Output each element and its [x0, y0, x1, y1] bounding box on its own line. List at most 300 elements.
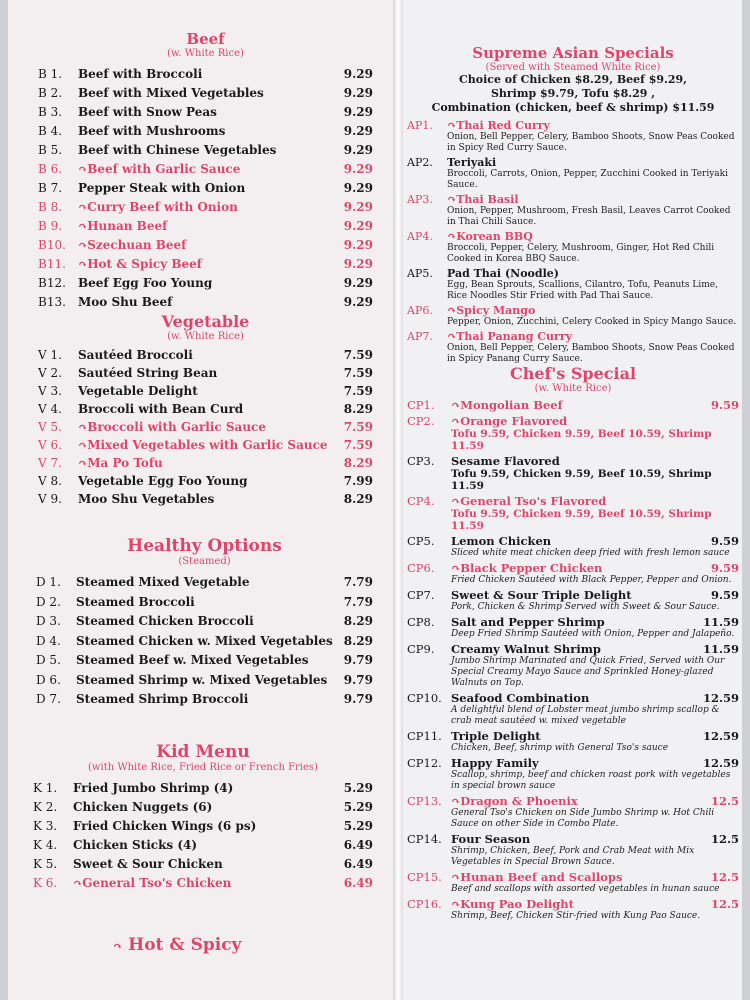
item-price: 8.29: [343, 456, 373, 470]
item-code: D 4.: [36, 633, 61, 648]
item-price: 7.59: [343, 420, 373, 434]
supreme-item-row: [407, 267, 739, 280]
item-code: CP7.: [407, 588, 435, 602]
healthy-list: [36, 575, 373, 712]
item-description: Onion, Bell Pepper, Celery, Bamboo Shoots, Snow Peas Cooked in Spicy Red Curry Sauce.: [447, 132, 735, 153]
supreme-subtitle: (Served with Steamed White Rice): [485, 62, 661, 73]
item-price: 12.59: [702, 756, 739, 770]
item-price: 11.59: [702, 642, 739, 656]
arrow-icon: ↷: [73, 877, 83, 890]
menu-page: [8, 0, 742, 1000]
item-name: Ma Po Tofu: [87, 456, 163, 470]
item-code: CP2.: [407, 414, 435, 428]
kid-section: [33, 742, 373, 895]
item-name: Chicken Sticks (4): [73, 838, 198, 852]
item-name: Chicken Nuggets (6): [73, 800, 213, 814]
item-code: B 7.: [38, 181, 63, 195]
arrow-icon: ↷: [78, 421, 88, 434]
item-code: CP13.: [407, 794, 442, 808]
item-name: Thai Red Curry: [456, 119, 550, 132]
item-name: Fried Chicken Wings (6 ps): [73, 819, 257, 833]
item-price: 7.59: [343, 366, 373, 380]
vegetable-subtitle: (w. White Rice): [167, 331, 244, 342]
item-name: Thai Basil: [456, 193, 519, 206]
chef-section: [407, 364, 739, 924]
item-price: 9.59: [710, 561, 739, 575]
menu-item: [38, 219, 373, 238]
item-description: Broccoli, Carrots, Onion, Pepper, Zucchini Cooked in Teriyaki Sauce.: [447, 169, 728, 190]
item-name: Hunan Beef and Scallops: [460, 870, 623, 884]
item-price: 12.59: [702, 729, 739, 743]
item-name: Spicy Mango: [456, 304, 536, 317]
item-price: 11.59: [702, 615, 739, 629]
menu-item: [38, 384, 373, 402]
item-code: D 3.: [36, 614, 61, 628]
item-name: Beef with Chinese Vegetables: [78, 143, 277, 157]
menu-item: [38, 200, 373, 219]
kid-title: Kid Menu: [156, 742, 250, 762]
item-code: CP14.: [407, 832, 442, 846]
chef-item: [407, 642, 739, 689]
chef-list: [407, 398, 739, 922]
chef-item: [407, 691, 739, 727]
chef-item-row: [407, 454, 739, 468]
item-name: Mixed Vegetables with Garlic Sauce: [87, 438, 328, 452]
chef-item-row: [407, 615, 739, 629]
item-code: CP11.: [407, 729, 442, 743]
item-description: Onion, Bell Pepper, Celery, Bamboo Shoots, Snow Peas Cooked in Spicy Panang Curry Sauce.: [447, 343, 735, 364]
hot-spicy-title: Hot & Spicy: [128, 935, 242, 955]
vegetable-title: Vegetable: [161, 312, 250, 331]
item-name: Thai Panang Curry: [456, 330, 573, 343]
chef-item: [407, 454, 739, 492]
item-code: V 3.: [38, 384, 62, 398]
item-code: AP1.: [407, 119, 433, 132]
arrow-icon: ↷: [451, 495, 461, 508]
chef-item: [407, 897, 739, 922]
chef-item-row: [407, 870, 739, 884]
item-code: B10.: [38, 238, 66, 252]
item-code: AP5.: [407, 267, 433, 280]
item-description: Jumbo Shrimp Marinated and Quick Fried, Served with Our Special Creamy Mayo Sauce and Sprinkled Honey-glazed Walnuts on Top.: [451, 656, 725, 688]
item-code: K 1.: [33, 781, 58, 795]
item-name: Curry Beef with Onion: [87, 200, 238, 214]
chef-item-row: [407, 534, 739, 548]
item-name: Black Pepper Chicken: [460, 561, 603, 575]
item-name: Mongolian Beef: [460, 398, 563, 412]
menu-item: [36, 653, 373, 673]
menu-item: [33, 857, 373, 876]
menu-item: [38, 105, 373, 124]
menu-item: [38, 492, 373, 510]
item-code: CP6.: [407, 561, 435, 575]
item-name: Steamed Shrimp w. Mixed Vegetables: [76, 672, 328, 687]
item-price: 9.29: [343, 257, 373, 271]
item-code: AP2.: [407, 156, 433, 169]
item-name: Beef with Broccoli: [78, 67, 203, 81]
item-name: Teriyaki: [447, 156, 497, 169]
item-name: Korean BBQ: [456, 230, 533, 243]
item-name: Kung Pao Delight: [460, 897, 574, 911]
item-name: Broccoli with Garlic Sauce: [87, 420, 266, 434]
item-code: B 5.: [38, 143, 63, 157]
healthy-section: [36, 536, 373, 712]
choice-line: Choice of Chicken $8.29, Beef $9.29,: [458, 73, 687, 86]
item-price: 9.29: [343, 105, 373, 119]
arrow-icon: ↷: [78, 239, 88, 252]
chef-item-row: [407, 588, 739, 602]
supreme-item: [407, 304, 739, 328]
item-price: 9.59: [710, 534, 739, 548]
item-code: V 8.: [38, 474, 62, 488]
item-code: V 5.: [38, 420, 62, 434]
item-code: CP15.: [407, 870, 442, 884]
item-price: 9.59: [710, 588, 739, 602]
item-prices: Tofu 9.59, Chicken 9.59, Beef 10.59, Shrimp 11.59: [451, 508, 712, 532]
item-description: Pepper, Onion, Zucchini, Celery Cooked in Spicy Mango Sauce.: [447, 317, 737, 327]
menu-item: [38, 257, 373, 276]
item-price: 8.29: [343, 633, 373, 648]
menu-item: [38, 402, 373, 420]
item-price: 6.49: [343, 838, 373, 852]
menu-item: [38, 86, 373, 105]
item-code: V 9.: [38, 492, 62, 506]
item-name: General Tso's Chicken: [82, 876, 232, 890]
item-name: Dragon & Phoenix: [460, 794, 578, 808]
item-price: 9.29: [343, 67, 373, 81]
supreme-item: [407, 267, 739, 302]
item-code: D 2.: [36, 594, 61, 609]
choice-line: Shrimp $9.79, Tofu $8.29 ,: [490, 87, 656, 100]
supreme-item-row: [407, 193, 739, 206]
item-code: V 2.: [38, 366, 62, 380]
arrow-icon: ↷: [78, 439, 88, 452]
supreme-choice: [407, 73, 739, 115]
menu-item: [36, 634, 373, 654]
menu-item: [36, 595, 373, 615]
item-code: V 6.: [38, 438, 62, 452]
item-description: Onion, Pepper, Mushroom, Fresh Basil, Leaves Carrot Cooked in Thai Chili Sauce.: [447, 206, 731, 227]
menu-item: [38, 276, 373, 295]
item-code: D 6.: [36, 672, 61, 687]
chef-item-row: [407, 494, 739, 508]
menu-item: [38, 438, 373, 456]
item-name: Sweet & Sour Triple Delight: [451, 588, 632, 602]
chef-item: [407, 534, 739, 559]
item-price: 12.5: [710, 897, 739, 911]
vegetable-list: [38, 348, 373, 510]
item-code: AP3.: [407, 193, 433, 206]
item-price: 9.79: [343, 672, 373, 687]
item-code: CP9.: [407, 642, 435, 656]
item-name: Steamed Mixed Vegetable: [76, 575, 250, 589]
chef-subtitle: (w. White Rice): [534, 383, 612, 394]
item-code: B12.: [38, 276, 66, 290]
arrow-icon: ↷: [451, 399, 461, 412]
menu-item: [38, 420, 373, 438]
item-name: Seafood Combination: [451, 691, 590, 705]
item-name: Steamed Shrimp Broccoli: [76, 692, 249, 706]
item-price: 12.59: [702, 691, 739, 705]
item-code: B13.: [38, 295, 66, 309]
item-name: Salt and Pepper Shrimp: [451, 615, 605, 629]
item-name: Beef with Garlic Sauce: [87, 162, 241, 176]
item-name: Steamed Beef w. Mixed Vegetables: [76, 653, 309, 667]
item-description: Broccoli, Pepper, Celery, Mushroom, Ginger, Hot Red Chili Cooked in Korea BBQ Sauce.: [447, 243, 715, 264]
item-name: Lemon Chicken: [451, 534, 552, 548]
page-fold: [393, 0, 403, 1000]
supreme-title: Supreme Asian Specials: [472, 44, 674, 62]
supreme-item-row: [407, 156, 739, 169]
arrow-icon: ↷: [447, 119, 457, 132]
item-code: K 5.: [33, 857, 58, 871]
arrow-icon: ↷: [78, 220, 88, 233]
menu-item: [36, 673, 373, 693]
menu-item: [38, 67, 373, 86]
item-name: Steamed Chicken Broccoli: [76, 614, 254, 628]
item-code: K 6.: [33, 876, 58, 890]
chef-item-row: [407, 398, 739, 412]
chef-item: [407, 756, 739, 792]
item-price: 9.29: [343, 181, 373, 195]
arrow-icon: ↷: [451, 898, 461, 911]
supreme-item: [407, 330, 739, 365]
item-name: Beef with Mixed Vegetables: [78, 86, 264, 100]
item-name: Happy Family: [451, 756, 539, 770]
menu-item: [38, 366, 373, 384]
item-code: B 1.: [38, 67, 63, 81]
menu-item: [36, 575, 373, 595]
item-code: K 4.: [33, 838, 58, 852]
vegetable-section: [38, 312, 373, 510]
item-code: B 3.: [38, 105, 63, 119]
item-description: General Tso's Chicken on Side Jumbo Shrimp w. Hot Chili Sauce on other Side in Combo Plate.: [451, 808, 715, 829]
item-price: 6.49: [343, 876, 373, 890]
chef-item: [407, 870, 739, 895]
chef-item: [407, 729, 739, 754]
item-code: AP7.: [407, 330, 433, 343]
hot-spicy-heading: [113, 935, 241, 955]
item-price: 9.29: [343, 276, 373, 290]
left-column: [8, 0, 393, 1000]
chef-item: [407, 588, 739, 613]
item-description: Deep Fried Shrimp Sautéed with Onion, Pepper and Jalapeño.: [451, 629, 735, 639]
chef-item-row: [407, 794, 739, 808]
chef-item: [407, 414, 739, 452]
menu-item: [38, 474, 373, 492]
item-description: Fried Chicken Sautéed with Black Pepper, Pepper and Onion.: [451, 575, 732, 585]
item-price: 9.29: [343, 124, 373, 138]
item-description: Shrimp, Beef, Chicken Stir-fried with Kung Pao Sauce.: [451, 911, 701, 921]
arrow-icon: ↷: [451, 415, 461, 428]
chef-item: [407, 794, 739, 830]
item-price: 7.59: [343, 438, 373, 452]
supreme-item: [407, 193, 739, 228]
item-price: 6.49: [343, 857, 373, 871]
item-prices: Tofu 9.59, Chicken 9.59, Beef 10.59, Shrimp 11.59: [451, 428, 712, 452]
arrow-icon: ↷: [447, 330, 457, 343]
menu-item: [36, 692, 373, 712]
item-code: CP16.: [407, 897, 442, 911]
item-name: Vegetable Delight: [78, 384, 198, 398]
item-price: 9.29: [343, 162, 373, 176]
item-price: 7.99: [343, 474, 373, 488]
item-price: 7.59: [343, 384, 373, 398]
item-code: CP3.: [407, 454, 435, 468]
menu-item: [38, 162, 373, 181]
menu-item: [33, 781, 373, 800]
item-code: CP1.: [407, 398, 435, 412]
kid-subtitle: (with White Rice, Fried Rice or French Fries): [88, 762, 318, 773]
supreme-item-row: [407, 119, 739, 132]
item-code: K 2.: [33, 800, 58, 814]
arrow-icon: ↷: [113, 940, 123, 953]
right-column: [403, 0, 742, 1000]
item-name: Steamed Chicken w. Mixed Vegetables: [76, 633, 333, 648]
item-price: 5.29: [343, 819, 373, 833]
supreme-item: [407, 230, 739, 265]
beef-title: Beef: [186, 30, 225, 48]
menu-item: [33, 819, 373, 838]
beef-list: [38, 67, 373, 314]
item-code: V 1.: [38, 348, 62, 362]
arrow-icon: ↷: [447, 230, 457, 243]
item-description: A delightful blend of Lobster meat jumbo shrimp scallop & crab meat sautéed w. mixed vegetable: [451, 705, 720, 726]
item-price: 12.5: [710, 794, 739, 808]
arrow-icon: ↷: [451, 562, 461, 575]
item-name: Pad Thai (Noodle): [447, 267, 559, 280]
item-code: B 2.: [38, 86, 63, 100]
item-name: Broccoli with Bean Curd: [78, 402, 244, 416]
arrow-icon: ↷: [447, 304, 457, 317]
item-code: AP6.: [407, 304, 433, 317]
item-description: Egg, Bean Sprouts, Scallions, Cilantro, Tofu, Peanuts Lime, Rice Noodles Stir Fried with Pad Thai Sauce.: [447, 280, 718, 301]
item-price: 9.29: [343, 219, 373, 233]
item-code: V 7.: [38, 456, 62, 470]
beef-subtitle: (w. White Rice): [167, 48, 244, 59]
item-code: CP10.: [407, 691, 442, 705]
item-code: V 4.: [38, 402, 62, 416]
item-code: B 4.: [38, 124, 63, 138]
supreme-item-row: [407, 304, 739, 317]
chef-item-row: [407, 642, 739, 656]
item-code: CP12.: [407, 756, 442, 770]
item-name: Beef with Snow Peas: [78, 105, 217, 119]
item-name: Hot & Spicy Beef: [87, 257, 202, 271]
item-name: Moo Shu Beef: [78, 295, 173, 309]
item-price: 5.29: [343, 781, 373, 795]
item-prices: Tofu 9.59, Chicken 9.59, Beef 10.59, Shrimp 11.59: [451, 468, 712, 492]
arrow-icon: ↷: [78, 201, 88, 214]
chef-item-row: [407, 897, 739, 911]
item-name: Beef with Mushrooms: [78, 124, 226, 138]
item-name: Creamy Walnut Shrimp: [451, 642, 601, 656]
supreme-list: [407, 119, 739, 365]
arrow-icon: ↷: [447, 193, 457, 206]
item-price: 9.79: [343, 692, 373, 706]
item-name: Sautéed Broccoli: [78, 348, 193, 362]
item-name: Four Season: [451, 832, 531, 846]
item-name: Triple Delight: [451, 729, 541, 743]
item-price: 9.29: [343, 200, 373, 214]
item-name: Orange Flavored: [460, 414, 568, 428]
healthy-title: Healthy Options: [127, 536, 282, 556]
chef-item-row: [407, 691, 739, 705]
item-description: Chicken, Beef, shrimp with General Tso's sauce: [451, 743, 669, 753]
chef-item-row: [407, 756, 739, 770]
item-name: Vegetable Egg Foo Young: [78, 474, 248, 488]
item-price: 8.29: [343, 492, 373, 506]
item-price: 9.59: [710, 398, 739, 412]
item-description: Pork, Chicken & Shrimp Served with Sweet & Sour Sauce.: [451, 602, 720, 612]
chef-item: [407, 832, 739, 868]
chef-item: [407, 494, 739, 532]
item-code: D 5.: [36, 653, 61, 667]
supreme-item: [407, 156, 739, 191]
item-name: Pepper Steak with Onion: [78, 181, 246, 195]
arrow-icon: ↷: [78, 163, 88, 176]
item-price: 9.29: [343, 86, 373, 100]
item-name: Sautéed String Bean: [78, 366, 218, 380]
chef-item: [407, 561, 739, 586]
menu-item: [38, 124, 373, 143]
choice-line: Combination (chicken, beef & shrimp) $11.59: [431, 101, 715, 114]
menu-item: [38, 348, 373, 366]
menu-item: [33, 876, 373, 895]
supreme-section: [407, 44, 739, 367]
item-code: CP8.: [407, 615, 435, 629]
chef-item-row: [407, 832, 739, 846]
healthy-subtitle: (Steamed): [178, 556, 231, 567]
item-code: B 8.: [38, 200, 63, 214]
menu-item: [38, 143, 373, 162]
chef-item: [407, 615, 739, 640]
supreme-item: [407, 119, 739, 154]
supreme-item-row: [407, 230, 739, 243]
item-price: 9.79: [343, 653, 373, 667]
item-code: B11.: [38, 257, 66, 271]
beef-section: [38, 30, 373, 314]
item-code: D 1.: [36, 575, 61, 589]
item-description: Sliced white meat chicken deep fried with fresh lemon sauce: [451, 548, 730, 558]
item-price: 8.29: [343, 402, 373, 416]
chef-item-row: [407, 561, 739, 575]
menu-item: [36, 614, 373, 634]
item-description: Beef and scallops with assorted vegetables in hunan sauce: [451, 884, 720, 894]
chef-title: Chef's Special: [509, 364, 637, 383]
item-price: 7.79: [343, 575, 373, 589]
item-code: CP4.: [407, 494, 435, 508]
item-code: B 9.: [38, 219, 63, 233]
item-name: Sesame Flavored: [451, 454, 560, 468]
arrow-icon: ↷: [78, 258, 88, 271]
item-name: Beef Egg Foo Young: [78, 276, 213, 290]
item-name: Hunan Beef: [87, 219, 168, 233]
item-price: 8.29: [343, 614, 373, 628]
item-name: General Tso's Flavored: [460, 494, 607, 508]
item-price: 12.5: [710, 870, 739, 884]
kid-list: [33, 781, 373, 895]
chef-item-row: [407, 414, 739, 428]
item-price: 7.79: [343, 594, 373, 609]
supreme-item-row: [407, 330, 739, 343]
item-name: Steamed Broccoli: [76, 594, 195, 609]
menu-item: [38, 181, 373, 200]
item-price: 9.29: [343, 143, 373, 157]
arrow-icon: ↷: [451, 795, 461, 808]
arrow-icon: ↷: [78, 457, 88, 470]
chef-item-row: [407, 729, 739, 743]
